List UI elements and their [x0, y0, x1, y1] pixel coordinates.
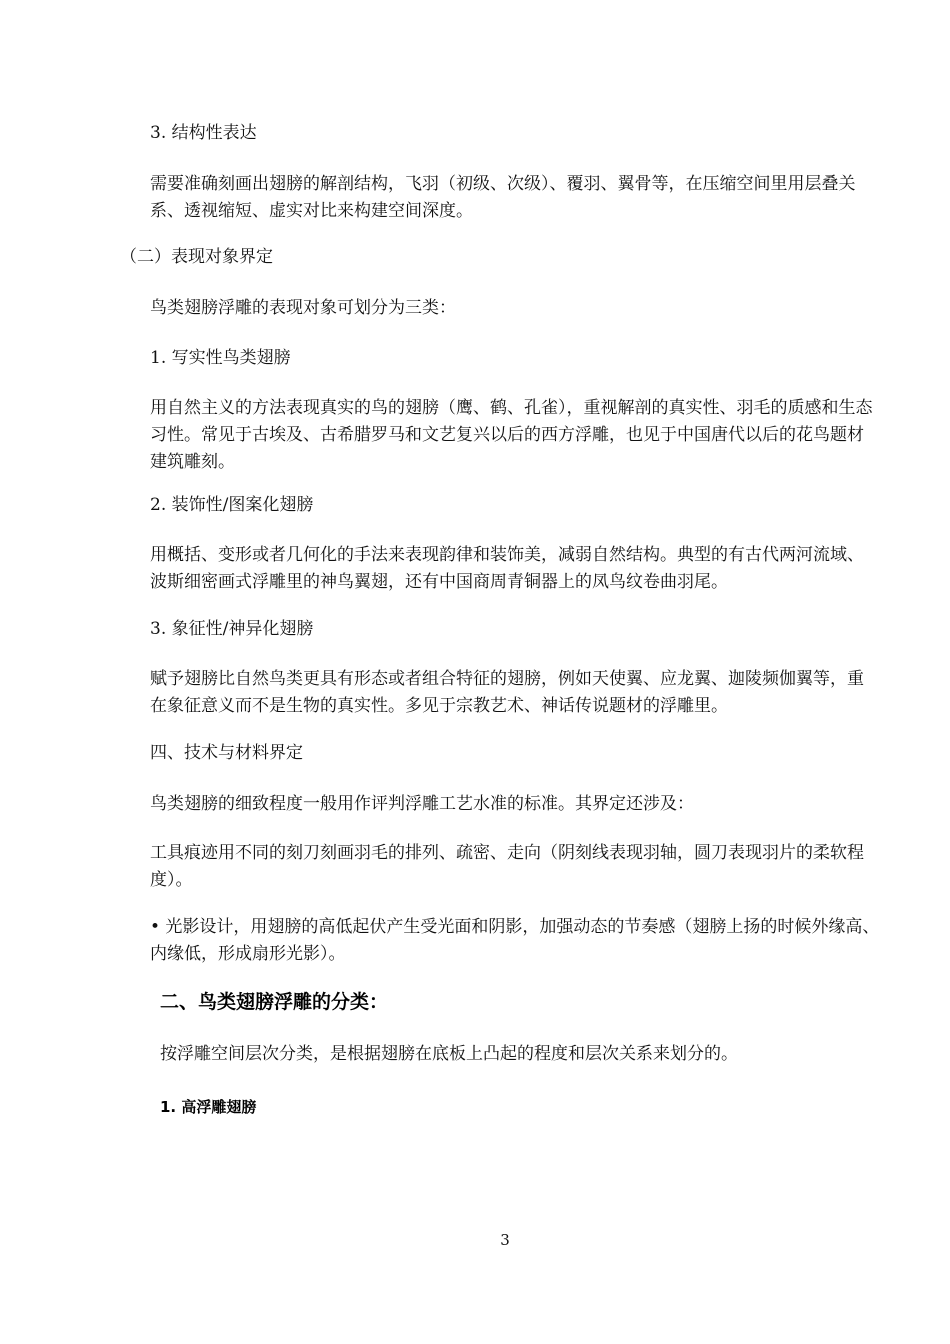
paragraph-symbolic-wings: 赋予翅膀比自然鸟类更具有形态或者组合特征的翅膀，例如天使翼、应龙翼、迦陵频伽翼等，重在象征意义而不是生物的真实性。多见于宗教艺术、神话传说题材的浮雕里。 — [150, 669, 864, 716]
chapter-heading-classification: 二、鸟类翅膀浮雕的分类： — [160, 991, 389, 1013]
paragraph-light-shadow: • 光影设计，用翅膀的高低起伏产生受光面和阴影，加强动态的节奏感（翅膀上扬的时候外缘高、内缘低，形成扇形光影）。 — [150, 917, 880, 964]
section-heading-subject-definition: （二）表现对象界定 — [120, 247, 273, 267]
paragraph-realistic-wings: 用自然主义的方法表现真实的鸟的翅膀（鹰、鹤、孔雀），重视解剖的真实性、羽毛的质感和生态习性。常见于古埃及、古希腊罗马和文艺复兴以后的西方浮雕，也见于中国唐代以后的花鸟题材建筑雕刻。 — [150, 398, 873, 472]
paragraph-decorative-wings: 用概括、变形或者几何化的手法来表现韵律和装饰美，减弱自然结构。典型的有古代两河流域、波斯细密画式浮雕里的神鸟翼翅，还有中国商周青铜器上的凤鸟纹卷曲羽尾。 — [150, 545, 864, 592]
subheading-technique-materials: 四、技术与材料界定 — [150, 743, 303, 763]
subheading-decorative-wings: 2. 装饰性/图案化翅膀 — [150, 495, 314, 515]
subheading-high-relief-wings: 1. 高浮雕翅膀 — [160, 1098, 257, 1116]
subheading-symbolic-wings: 3. 象征性/神异化翅膀 — [150, 619, 314, 639]
page-number: 3 — [500, 1231, 510, 1249]
paragraph-detail-standard: 鸟类翅膀的细致程度一般用作评判浮雕工艺水准的标准。其界定还涉及： — [150, 794, 694, 814]
subheading-structural-expression: 3. 结构性表达 — [150, 123, 257, 143]
paragraph-classification-basis: 按浮雕空间层次分类，是根据翅膀在底板上凸起的程度和层次关系来划分的。 — [160, 1044, 738, 1064]
paragraph-structure: 需要准确刻画出翅膀的解剖结构，飞羽（初级、次级）、覆羽、翼骨等，在压缩空间里用层叠关系、透视缩短、虚实对比来构建空间深度。 — [150, 174, 856, 221]
paragraph-tool-marks: 工具痕迹用不同的刻刀刻画羽毛的排列、疏密、走向（阴刻线表现羽轴，圆刀表现羽片的柔软程度）。 — [150, 843, 864, 890]
subheading-realistic-wings: 1. 写实性鸟类翅膀 — [150, 348, 291, 368]
paragraph-three-categories: 鸟类翅膀浮雕的表现对象可划分为三类： — [150, 298, 456, 318]
